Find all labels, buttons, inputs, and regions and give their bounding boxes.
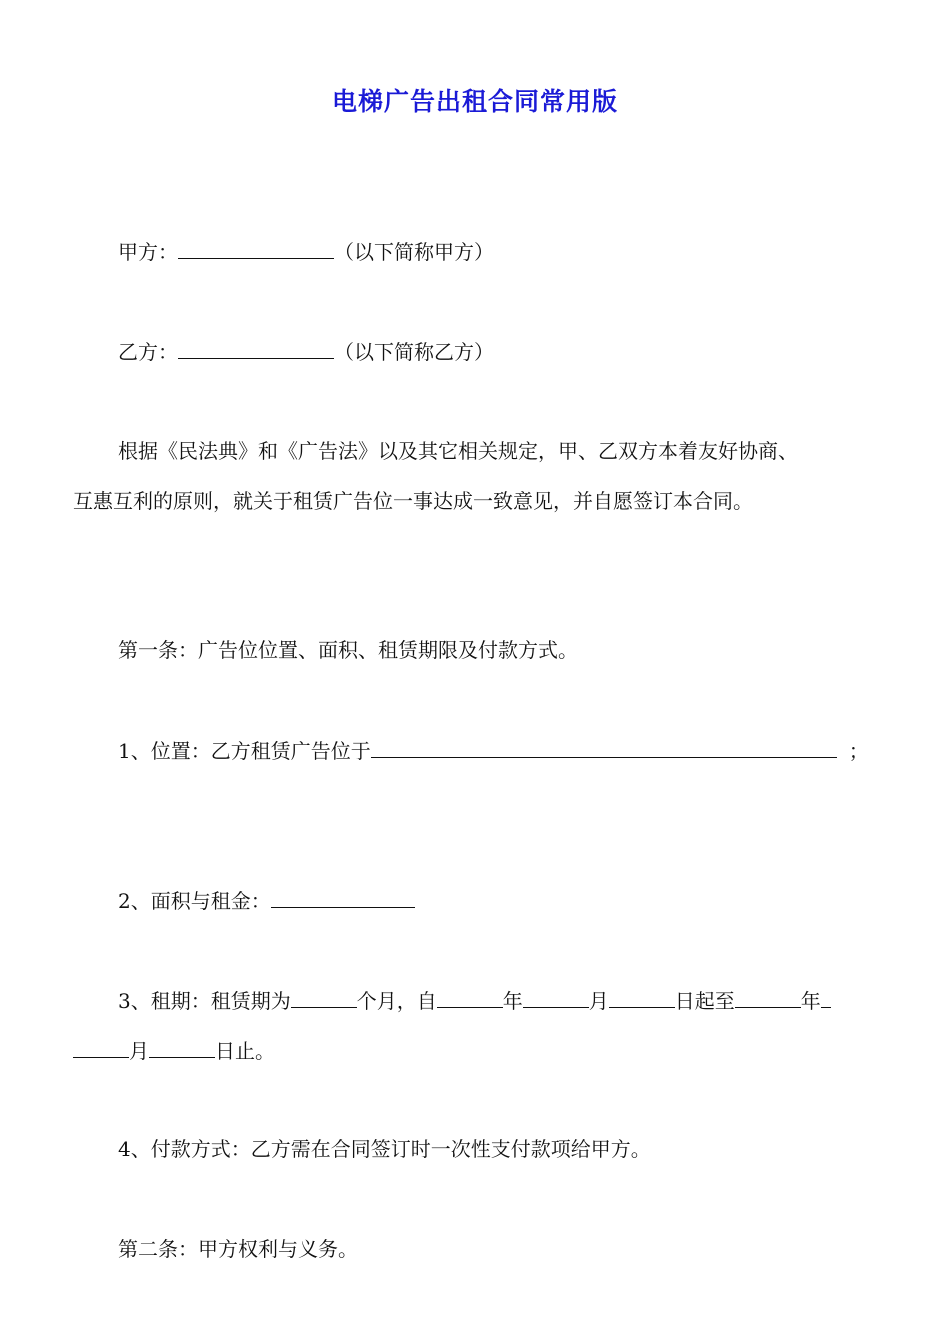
- article-1-item-3-line-1: [118, 985, 831, 1016]
- term-part-4: 月: [588, 989, 609, 1013]
- preamble-line-1: 根据《民法典》和《广告法》以及其它相关规定，甲、乙双方本着友好协商、: [118, 439, 798, 463]
- preamble-line-2: 互惠互利的原则，就关于租赁广告位一事达成一致意见，并自愿签订本合同。: [73, 489, 753, 513]
- party-a-note: （以下简称甲方）: [334, 240, 494, 264]
- location-end: ；: [848, 739, 869, 763]
- article-1-heading: 第一条：广告位位置、面积、租赁期限及付款方式。: [118, 638, 578, 662]
- party-a-label: 甲方：: [118, 240, 178, 264]
- term-part-2: 个月，自: [356, 989, 437, 1013]
- party-b-line: [118, 336, 494, 367]
- end-day-blank: [149, 1035, 215, 1058]
- end-month-blank: [73, 1035, 129, 1058]
- term-months-blank: [291, 985, 357, 1008]
- end-month-blank-start: [821, 985, 831, 1008]
- term-part-3: 年: [502, 989, 523, 1013]
- term-part-1: 3、租期：租赁期为: [118, 989, 291, 1013]
- party-a-blank: [178, 236, 334, 259]
- start-year-blank: [437, 985, 503, 1008]
- start-month-blank: [523, 985, 589, 1008]
- term-part-7: 月: [129, 1039, 149, 1063]
- article-1-item-3-line-2: [73, 1035, 275, 1066]
- location-blank: [371, 735, 837, 758]
- article-1-item-4: 4、付款方式：乙方需在合同签订时一次性支付款项给甲方。: [118, 1137, 651, 1161]
- end-year-blank: [735, 985, 801, 1008]
- article-1-item-1: [118, 735, 869, 766]
- area-rent-blank: [271, 885, 415, 908]
- party-b-blank: [178, 336, 334, 359]
- term-part-5: 日起至: [674, 989, 735, 1013]
- article-2-heading: 第二条：甲方权利与义务。: [118, 1237, 358, 1261]
- start-day-blank: [609, 985, 675, 1008]
- location-label: 1、位置：乙方租赁广告位于: [118, 739, 371, 763]
- document-title: 电梯广告出租合同常用版: [331, 87, 618, 116]
- party-b-note: （以下简称乙方）: [334, 340, 494, 364]
- area-rent-label: 2、面积与租金：: [118, 889, 271, 913]
- party-b-label: 乙方：: [118, 340, 178, 364]
- article-1-item-2: [118, 885, 415, 916]
- party-a-line: [118, 236, 494, 267]
- term-part-6: 年: [800, 989, 821, 1013]
- term-part-8: 日止。: [215, 1039, 275, 1063]
